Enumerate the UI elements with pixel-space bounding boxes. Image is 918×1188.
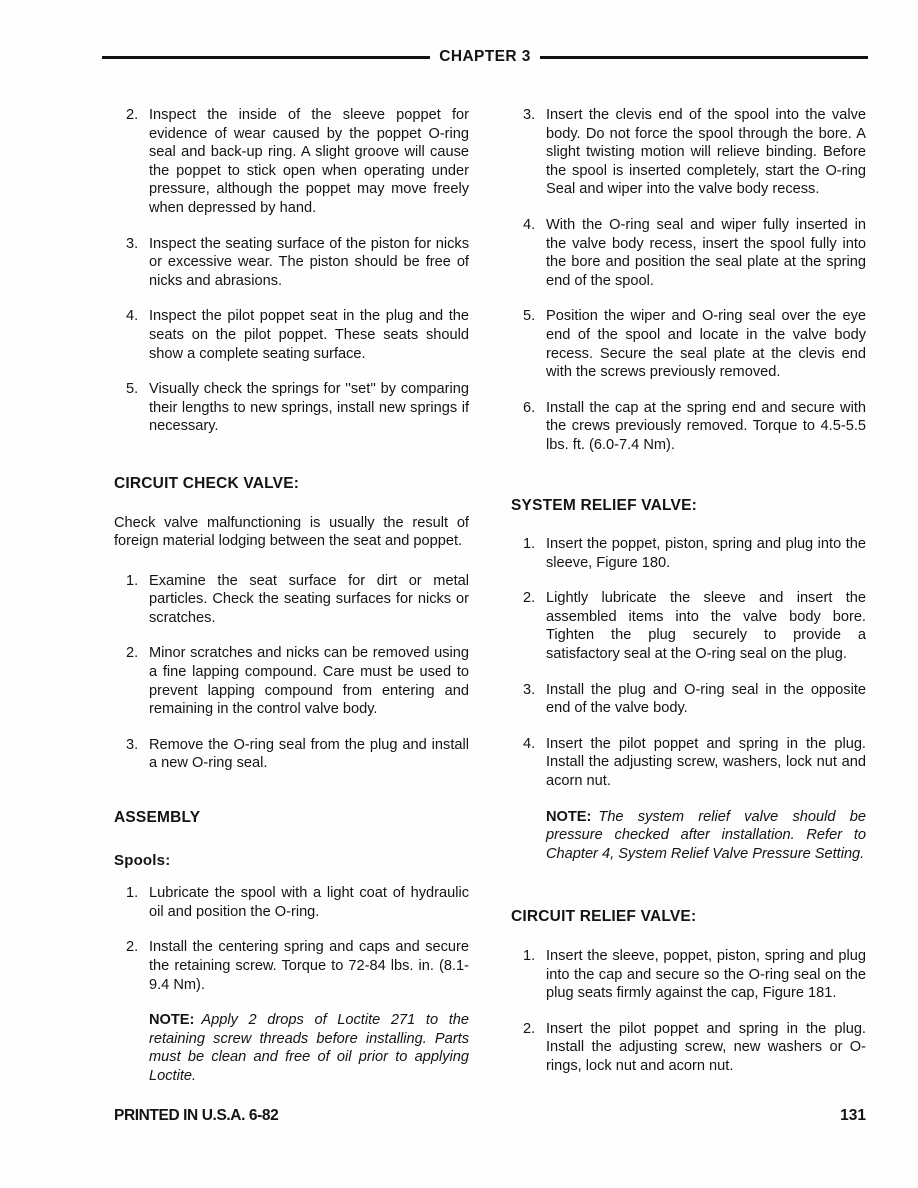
list-item [511, 947, 866, 1003]
list-item [114, 572, 469, 628]
list-item-text: Insert the clevis end of the spool into the valve body. Do not force the spool through the bore. A slight twisting motion will relieve binding. Before the spool is inserted completely, start the O-ring Seal and wiper into the valve body recess. [546, 107, 866, 198]
list-item-text: Inspect the seating surface of the piston for nicks or excessive wear. The piston should be free of nicks and abrasions. [149, 235, 469, 289]
list-item [114, 106, 469, 218]
left-column [114, 106, 469, 1103]
section-heading-circuit-relief-valve: CIRCUIT RELIEF VALVE: [511, 908, 697, 926]
header-rule-right [540, 56, 868, 59]
list-item-text: Insert the pilot poppet and spring in the plug. Install the adjusting screw, new washers or O-rings, lock nut and acorn nut. [546, 1020, 866, 1074]
list-item-number: 1. [126, 885, 139, 902]
list-item [511, 1020, 866, 1076]
subheading-spools: Spools: [114, 851, 171, 869]
list-item-number: 2. [523, 1020, 536, 1037]
list-item-text: Insert the pilot poppet and spring in the plug. Install the adjusting screw, washers, lock nut and acorn nut. [546, 735, 866, 790]
list-item-number: 4. [523, 216, 536, 233]
note-block [546, 808, 866, 864]
list-item-text: Remove the O-ring seal from the plug and install a new O-ring seal. [149, 736, 469, 772]
list-item-number: 3. [126, 736, 139, 753]
list-item [114, 884, 469, 921]
note-block [149, 1011, 469, 1085]
list-item [511, 535, 866, 572]
list-item-number: 5. [126, 381, 139, 398]
list-item-number: 2. [126, 645, 139, 662]
section-heading-assembly: ASSEMBLY [114, 809, 201, 827]
section-heading-system-relief-valve: SYSTEM RELIEF VALVE: [511, 496, 697, 514]
list-item [511, 681, 866, 718]
list-item-number: 1. [523, 948, 536, 964]
list-item [114, 380, 469, 436]
list-item-number: 4. [126, 308, 139, 325]
list-item [511, 106, 866, 199]
list-item-number: 1. [523, 536, 536, 553]
list-item [511, 216, 866, 290]
list-item-number: 1. [126, 572, 139, 589]
list-item-number: 6. [523, 399, 536, 416]
two-column-body [114, 106, 866, 1103]
note-text: The system relief valve should be pressure checked after installation. Refer to Chapter 4, System Relief Valve Pressure Setting. [546, 808, 866, 862]
list-item-text: Lightly lubricate the sleeve and insert the assembled items into the valve body bore. Tighten the plug securely to provide a satisfactory seal at the O-ring seal on the plug. [546, 590, 866, 663]
list-item [511, 399, 866, 455]
list-item-number: 2. [523, 590, 536, 607]
list-item-number: 2. [126, 939, 139, 956]
list-item-text: With the O-ring seal and wiper fully inserted in the valve body recess, insert the spool fully into the bore and position the seal plate at the spring end of the spool. [546, 216, 866, 289]
list-item [114, 307, 469, 363]
list-item [114, 736, 469, 773]
header-rule-left [102, 56, 430, 59]
list-item [511, 735, 866, 791]
right-column [511, 106, 866, 1103]
section-heading-circuit-check-valve: CIRCUIT CHECK VALVE: [114, 474, 300, 492]
list-item-text: Install the plug and O-ring seal in the opposite end of the valve body. [546, 681, 866, 717]
list-item-text: Insert the poppet, piston, spring and plug into the sleeve, Figure 180. [546, 536, 866, 571]
note-label: NOTE: [546, 808, 592, 825]
list-item-text: Minor scratches and nicks can be removed using a fine lapping compound. Care must be used to prevent lapping compound from entering and remaining in the control valve body. [149, 645, 469, 718]
list-item-number: 3. [523, 107, 536, 123]
list-item-number: 3. [126, 235, 139, 252]
list-item [114, 644, 469, 718]
list-item [511, 307, 866, 381]
list-item-number: 5. [523, 308, 536, 325]
list-item-text: Inspect the pilot poppet seat in the plug and the seats on the pilot poppet. These seats should show a complete seating surface. [149, 308, 469, 362]
list-item [114, 938, 469, 994]
page-number: 131 [840, 1107, 866, 1124]
list-item-text: Visually check the springs for ''set'' by comparing their lengths to new springs, install new springs if necessary. [149, 381, 469, 435]
list-item [511, 589, 866, 663]
list-item-text: Inspect the inside of the sleeve poppet for evidence of wear caused by the poppet O-ring seal and back-up ring. A slight groove will cause the poppet to stick open when operating under pressure, although the poppet may move freely when depressed by hand. [149, 107, 469, 216]
list-item-text: Install the cap at the spring end and secure with the crews previously removed. Torque to 4.5-5.5 lbs. ft. (6.0-7.4 Nm). [546, 399, 866, 453]
chapter-header [102, 48, 868, 66]
list-item-number: 4. [523, 735, 536, 752]
list-item [114, 235, 469, 291]
list-item-text: Lubricate the spool with a light coat of hydraulic oil and position the O-ring. [149, 885, 469, 920]
circuit-check-intro: Check valve malfunctioning is usually the result of foreign material lodging between the seat and poppet. [114, 514, 469, 550]
list-item-text: Install the centering spring and caps and secure the retaining screw. Torque to 72-84 lbs. in. (8.1-9.4 Nm). [149, 939, 469, 993]
page-footer [114, 1107, 866, 1125]
list-item-number: 2. [126, 107, 139, 123]
list-item-text: Position the wiper and O-ring seal over the eye end of the spool and locate in the valve body recess. Secure the seal plate at the clevis end with the screws previously removed. [546, 308, 866, 381]
note-label: NOTE: [149, 1012, 195, 1029]
list-item-number: 3. [523, 681, 536, 698]
printed-in-text: PRINTED IN U.S.A. 6-82 [114, 1107, 279, 1124]
note-text: Apply 2 drops of Loctite 271 to the retaining screw threads before installing. Parts must be clean and free of oil prior to applying Loctite. [149, 1012, 469, 1084]
list-item-text: Insert the sleeve, poppet, piston, spring and plug into the cap and secure so the O-ring seal on the plug seats firmly against the cap, Figure 181. [546, 948, 866, 1002]
list-item-text: Examine the seat surface for dirt or metal particles. Check the seating surfaces for nicks or scratches. [149, 572, 469, 626]
chapter-title: CHAPTER 3 [439, 48, 531, 65]
